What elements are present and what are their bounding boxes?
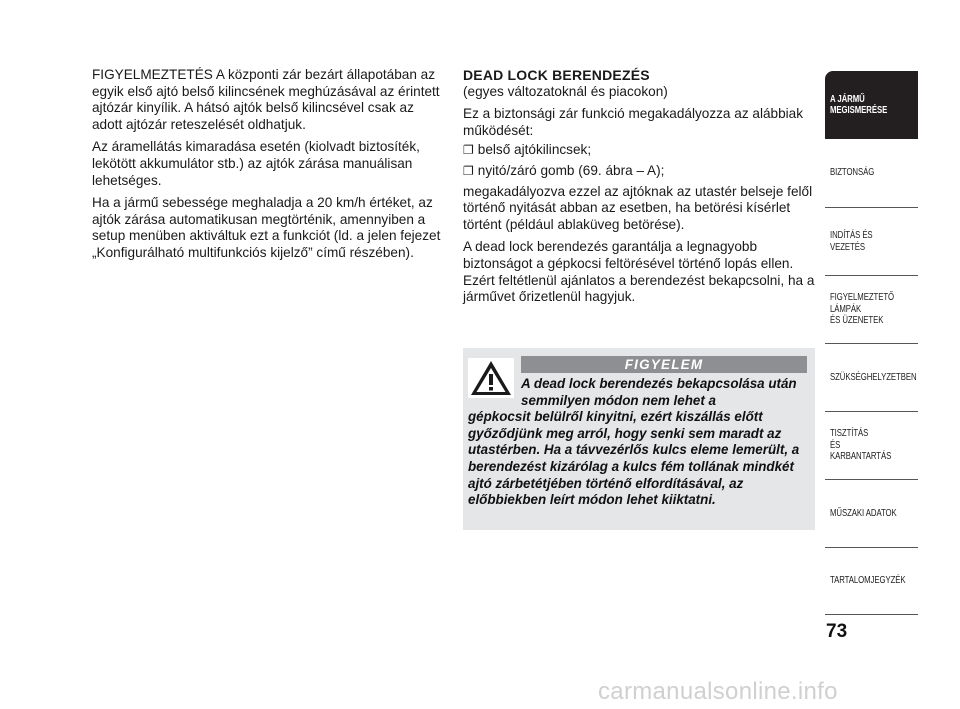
tab-safety[interactable]: BIZTONSÁG bbox=[830, 167, 875, 179]
section-heading: DEAD LOCK BERENDEZÉS bbox=[463, 67, 650, 83]
chapter-tabs bbox=[825, 71, 918, 615]
paragraph-power-failure: Az áramellátás kimaradása esetén (kiolvadt biztosíték, lekötött akkumulátor stb.) az ajtók zárása manuálisan lehetséges. bbox=[92, 139, 420, 188]
tab-starting-driving[interactable]: INDÍTÁS ÉS VEZETÉS bbox=[825, 207, 918, 275]
tab-emergency[interactable]: SZÜKSÉGHELYZETBEN bbox=[825, 343, 918, 411]
warning-text bbox=[468, 376, 810, 509]
bullet-text: belső ajtókilincsek; bbox=[477, 142, 592, 158]
checkbox-bullet-icon: ❐ bbox=[463, 143, 474, 158]
paragraph-central-lock: FIGYELMEZTETÉS A központi zár bezárt állapotában az egyik első ajtó belső kilincsének meghúzásával az érintett ajtózár kinyílik. A hátsó ajtók belső kilincsével csak az adott ajtózár reteszelését oldhatjuk. bbox=[92, 67, 440, 132]
tab-index[interactable]: TARTALOMJEGYZÉK bbox=[825, 547, 918, 615]
intro-paragraph: Ez a biztonsági zár funkció megakadályozza az alábbiak működését: bbox=[463, 106, 804, 138]
warning-text-rest: gépkocsit belülről kinyitni, ezért kiszállás előtt győződjünk meg arról, hogy senki sem maradt az utastérben. Ha a távvezérlős kulcs eleme lemerült, a berendezést kizárólag a kulcs fém tollának mindkét ajtó zárbetétjében történő elfordításával, az előbbiekben leírt módon lehet kiiktatni. bbox=[468, 409, 800, 508]
warning-box bbox=[463, 348, 815, 530]
tab-vehicle-overview[interactable]: A JÁRMŰ MEGISMERÉSE bbox=[825, 71, 918, 139]
paragraph-auto-lock: Ha a jármű sebessége meghaladja a 20 km/h értéket, az ajtók zárása automatikusan megtörténik, amennyiben a setup menüben aktiváltuk ezt a funkciót (ld. a jelen fejezet „Konfigurálható multifunkciós kijelző” című részében). bbox=[92, 195, 441, 260]
section-subheading: (egyes változatoknál és piacokon) bbox=[463, 83, 668, 99]
bullet-item bbox=[463, 142, 815, 159]
tab-warning-lights[interactable]: FIGYELMEZTETŐ LÁMPÁK ÉS ÜZENETEK bbox=[825, 275, 918, 343]
warning-text-lead: A dead lock berendezés bekapcsolása után semmilyen módon nem lehet a bbox=[521, 376, 797, 408]
bullet-item bbox=[463, 163, 815, 180]
right-text-column bbox=[463, 67, 815, 312]
paragraph-prevention: megakadályozva ezzel az ajtóknak az utastér belseje felől történő nyitását abban az esetben, ha betörési kísérlet történt (például ablaküveg betörése). bbox=[463, 183, 813, 232]
tab-maintenance[interactable]: TISZTÍTÁS ÉS KARBANTARTÁS bbox=[825, 411, 918, 479]
paragraph-security: A dead lock berendezés garantálja a legnagyobb biztonságot a gépkocsi feltörésével történő lopás ellen. Ezért feltétlenül ajánlatos a berendezést bekapcsolni, ha a járművet őrizetlenül hagyjuk. bbox=[463, 239, 815, 305]
checkbox-bullet-icon: ❐ bbox=[463, 163, 474, 178]
tab-technical-data[interactable]: MŰSZAKI ADATOK bbox=[825, 479, 918, 547]
warning-title: FIGYELEM bbox=[521, 356, 807, 373]
bullet-text: nyitó/záró gomb (69. ábra – A); bbox=[477, 162, 665, 178]
page-number: 73 bbox=[826, 621, 848, 642]
left-text-column bbox=[92, 67, 444, 268]
watermark-text: carmanualsonline.info bbox=[598, 678, 838, 705]
